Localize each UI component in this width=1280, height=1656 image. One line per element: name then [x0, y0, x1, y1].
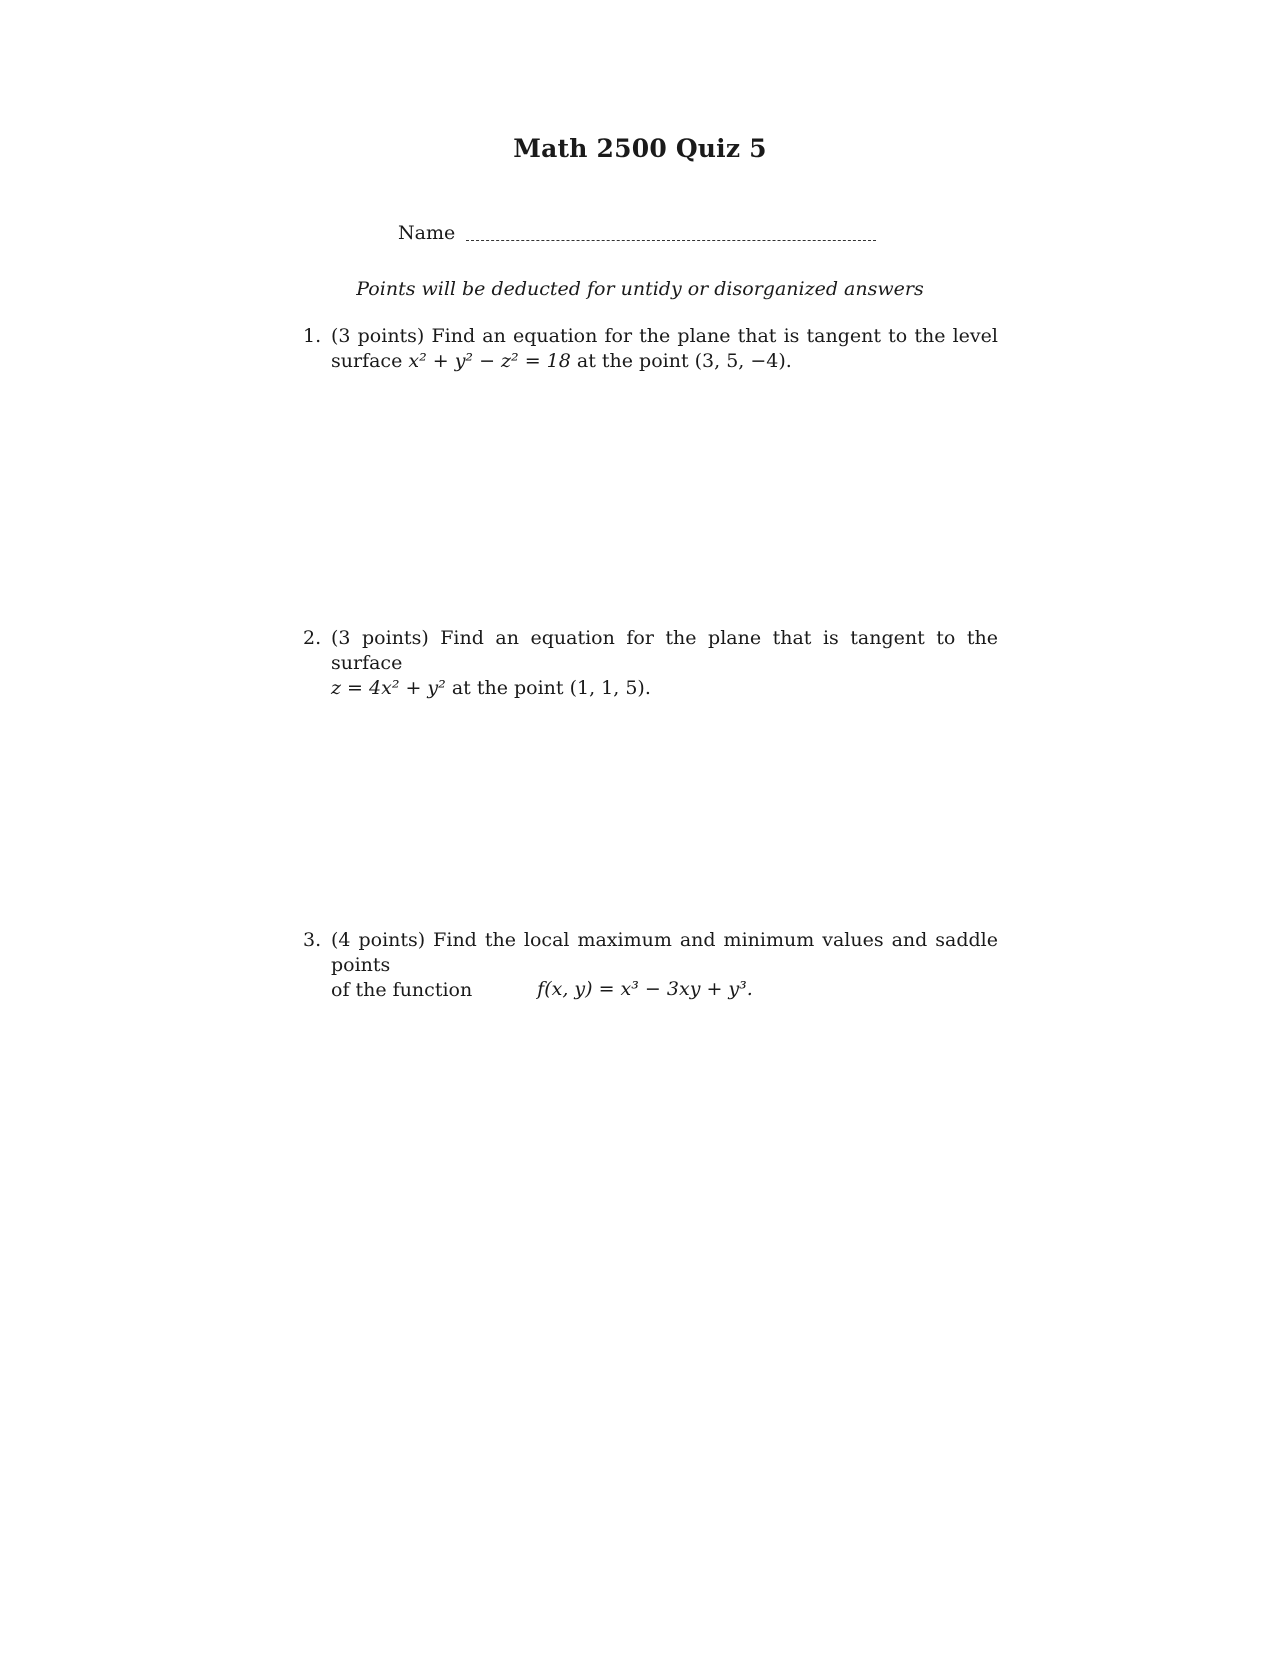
question-text-line: (3 points) Find an equation for the plane that is tangent to the surface — [331, 627, 998, 674]
math-expression: z = 4x² + y² — [331, 677, 446, 699]
name-blank-line — [466, 240, 876, 241]
question-text-line: of the function — [331, 979, 473, 1001]
question-1 — [303, 324, 998, 374]
question-number: 3. — [303, 929, 322, 951]
display-equation: f(x, y) = x³ − 3xy + y³. — [537, 978, 753, 1000]
question-2 — [303, 626, 998, 701]
name-label: Name — [398, 222, 456, 244]
question-text-fragment: at the point (1, 1, 5). — [445, 677, 651, 699]
question-text-line — [331, 349, 998, 374]
question-text-line: (4 points) Find the local maximum and minimum values and saddle points — [331, 929, 998, 976]
question-text-fragment: at the point (3, 5, −4). — [570, 350, 792, 372]
question-text-line — [331, 676, 998, 701]
instruction-text: Points will be deducted for untidy or disorganized answers — [356, 278, 924, 300]
question-text-line: (3 points) Find an equation for the plane that is tangent to the level — [331, 325, 998, 347]
question-text-fragment: surface — [331, 350, 409, 372]
question-number: 2. — [303, 627, 322, 649]
question-number: 1. — [303, 325, 322, 347]
math-expression: x² + y² − z² = 18 — [408, 350, 571, 372]
page-title: Math 2500 Quiz 5 — [513, 134, 767, 163]
